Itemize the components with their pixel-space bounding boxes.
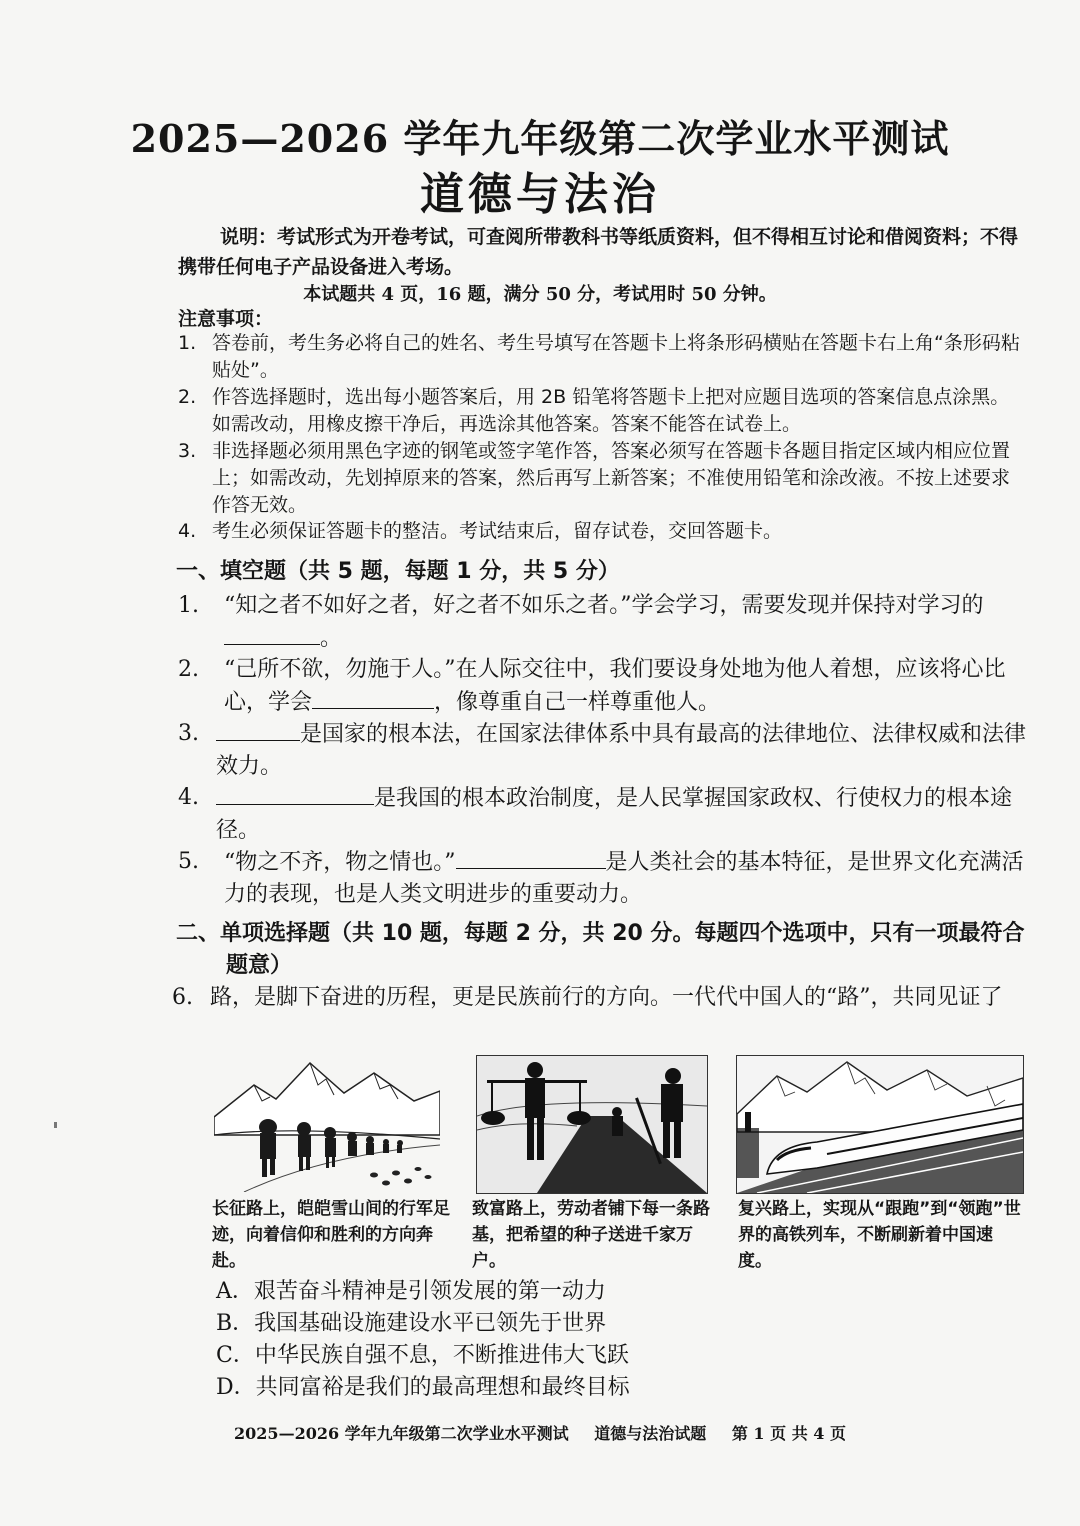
question-text-before: “己所不欲，勿施于人。”在人际交往中，我们要设身处地为他人着想，应该将心比心，学会 [224,657,1006,715]
note-number: 2. [178,386,197,408]
option-c[interactable]: C．中华民族自强不息，不断推进伟大飞跃 [216,1343,629,1368]
answer-blank[interactable] [216,782,374,805]
note-number: 3. [178,440,197,462]
exam-meta: 本试题共 4 页，16 题，满分 50 分，考试用时 50 分钟。 [303,284,777,305]
question-text-after: 是国家的根本法，在国家法律体系中具有最高的法律地位、法律权威和法律效力。 [216,722,1027,779]
question-text: 路，是脚下奋进的历程，更是民族前行的方向。一代代中国人的“路”，共同见证了 [210,985,1003,1010]
question-text-after: 是我国的根本政治制度，是人民掌握国家政权、行使权力的根本途径。 [216,786,1013,843]
fill-question-4 [178,782,1026,847]
question-number: 1. [178,593,199,618]
page-footer [0,1421,1080,1444]
notes-heading: 注意事项： [178,308,274,330]
note-text: 非选择题必须用黑色字迹的钢笔或签字笔作答，答案必须写在答题卡各题目指定区域内相应位置上；如需改动，先划掉原来的答案，然后再写上新答案；不准使用铅笔和涂改液。不按上述要求作答无效。 [212,440,1011,516]
workers-road-icon [477,1056,707,1193]
scan-speck [54,1122,57,1128]
answer-blank[interactable] [216,718,300,741]
long-march-illustration [214,1055,440,1192]
question-number: 6. [172,985,193,1010]
section2-heading-text: 二、单项选择题（共 10 题，每题 2 分，共 20 分。每题四个选项中，只有一项最符合题意） [176,921,1025,978]
note-item [178,384,1026,438]
caption-prosperity-road: 致富路上，劳动者铺下每一条路基，把希望的种子送进千家万户。 [472,1199,710,1271]
subject-title: 道德与法治 [420,169,660,220]
question-text [216,718,1026,783]
question-number: 5. [178,849,199,874]
question-text [224,654,1026,719]
section1-heading [176,556,1026,588]
note-number: 1. [178,332,197,354]
footer-page-number: 第 1 页 共 4 页 [731,1424,846,1443]
question-text [216,782,1026,847]
bullet-train-icon [737,1056,1023,1193]
option-a[interactable]: A．艰苦奋斗精神是引领发展的第一动力 [216,1279,606,1304]
answer-blank[interactable] [312,686,434,709]
note-item [178,438,1026,519]
note-text: 作答选择题时，选出每小题答案后，用 2B 铅笔将答题卡上把对应题目选项的答案信息点涂黑。如需改动，用橡皮擦干净后，再选涂其他答案。答案不能答在试卷上。 [212,386,1010,435]
footer-subject: 道德与法治试题 [594,1424,707,1443]
caption-long-march: 长征路上，皑皑雪山间的行军足迹，向着信仰和胜利的方向奔赴。 [212,1199,450,1271]
question-text-after: 是人类社会的基本特征，是世界文化充满活力的表现，也是人类文明进步的重要动力。 [224,850,1024,907]
question-number: 3. [178,721,199,746]
fill-question-2 [178,654,1026,719]
question-number: 4. [178,785,199,810]
footer-exam-name: 2025—2026 学年九年级第二次学业水平测试 [234,1424,569,1443]
road-building-illustration [476,1055,708,1194]
section1-heading-text: 一、填空题（共 5 题，每题 1 分，共 5 分） [176,559,620,584]
question-text [224,590,1026,655]
fill-question-5 [178,846,1026,911]
note-text: 考生必须保证答题卡的整洁。考试结束后，留存试卷，交回答题卡。 [212,520,783,542]
note-item [178,330,1026,384]
note-number: 4. [178,520,197,542]
question-text-before: “物之不齐，物之情也。” [224,850,456,875]
mountain-march-icon [214,1055,440,1192]
note-text: 答卷前，考生务必将自己的姓名、考生号填写在答题卡上将条形码横贴在答题卡右上角“条形码粘贴处”。 [212,332,1020,381]
question-text-after: ，像尊重自己一样尊重他人。 [434,690,721,715]
section2-heading [176,918,1026,982]
fill-question-3 [178,718,1026,783]
fill-question-1 [178,590,1026,655]
note-item [178,518,1026,545]
question-text-before: “知之者不如好之者，好之者不如乐之者。”学会学习，需要发现并保持对学习的 [224,593,984,618]
option-b[interactable]: B．我国基础设施建设水平已领先于世界 [216,1311,607,1336]
exam-title: 2025—2026 学年九年级第二次学业水平测试 [130,116,950,161]
question-number: 2. [178,657,199,682]
caption-rejuvenation-road: 复兴路上，实现从“跟跑”到“领跑”世界的高铁列车，不断刷新着中国速度。 [738,1199,1021,1271]
instructions: 说明：考试形式为开卷考试，可查阅所带教科书等纸质资料，但不得相互讨论和借阅资料；不得携带任何电子产品设备进入考场。 [178,226,1019,278]
question-text [224,846,1026,911]
answer-blank[interactable] [224,622,320,645]
choice-question-6 [172,982,1020,1014]
high-speed-rail-illustration [736,1055,1024,1194]
question-text-after: 。 [320,626,343,651]
option-d[interactable]: D．共同富裕是我们的最高理想和最终目标 [216,1375,630,1400]
answer-blank[interactable] [456,846,606,869]
